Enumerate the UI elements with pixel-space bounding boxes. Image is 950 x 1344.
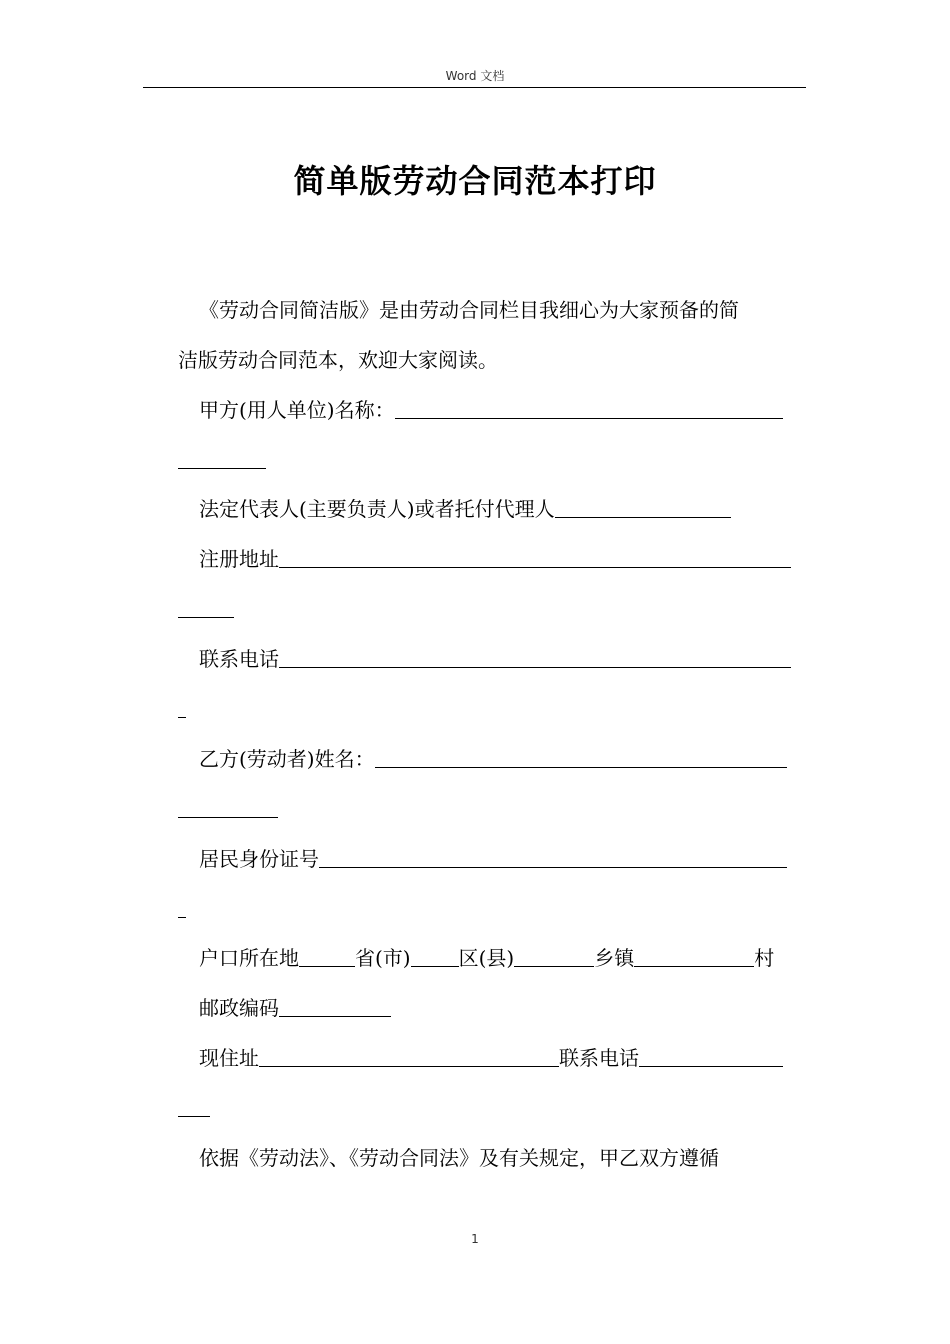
postcode-blank[interactable] (279, 996, 391, 1017)
phone-a-field (178, 645, 824, 673)
party-a-name-blank[interactable] (395, 398, 783, 419)
phone-a-label: 联系电话 (199, 647, 279, 671)
reg-address-blank-cont[interactable] (178, 597, 234, 618)
party-a-name-blank-cont[interactable] (178, 448, 266, 469)
legal-rep-label: 法定代表人(主要负责人)或者托付代理人 (199, 497, 555, 521)
party-b-name-field (178, 745, 824, 773)
current-address-field (178, 1044, 824, 1072)
village-label: 村 (754, 946, 775, 970)
phone-b-blank[interactable] (639, 1046, 783, 1067)
hukou-blank-3[interactable] (514, 946, 594, 967)
district-label: 区(县) (458, 946, 515, 970)
phone-a-blank-cont[interactable] (178, 697, 186, 718)
intro-text-2: 洁版劳动合同范本，欢迎大家阅读。 (178, 348, 498, 372)
reg-address-field-cont (178, 595, 803, 623)
id-number-blank[interactable] (319, 847, 787, 868)
current-address-blank[interactable] (259, 1046, 559, 1067)
party-b-name-blank[interactable] (375, 747, 787, 768)
phone-b-blank-cont[interactable] (178, 1096, 210, 1117)
reg-address-blank[interactable] (279, 547, 791, 568)
party-b-name-label: 乙方(劳动者)姓名： (199, 747, 375, 771)
legal-rep-blank[interactable] (555, 497, 731, 518)
phone-a-blank[interactable] (279, 647, 791, 668)
reg-address-label: 注册地址 (199, 547, 279, 571)
town-label: 乡镇 (594, 946, 635, 970)
party-b-name-field-cont (178, 795, 803, 823)
phone-b-field-cont (178, 1094, 803, 1122)
basis-line (178, 1144, 824, 1172)
header-rule (143, 87, 806, 88)
id-number-field (178, 845, 824, 873)
phone-b-label: 联系电话 (559, 1046, 639, 1070)
party-b-name-blank-cont[interactable] (178, 797, 278, 818)
hukou-label: 户口所在地 (199, 946, 299, 970)
intro-text-1: 《劳动合同简洁版》是由劳动合同栏目我细心为大家预备的简 (199, 298, 739, 322)
document-title: 简单版劳动合同范本打印 (293, 162, 657, 200)
party-a-name-field (178, 396, 824, 424)
page-number: 1 (471, 1232, 479, 1246)
province-label: 省(市) (355, 946, 411, 970)
id-number-field-cont (178, 895, 803, 923)
hukou-blank-2[interactable] (411, 946, 459, 967)
basis-text: 依据《劳动法》、《劳动合同法》及有关规定，甲乙双方遵循 (199, 1146, 719, 1170)
hukou-blank-1[interactable] (299, 946, 355, 967)
id-number-blank-cont[interactable] (178, 897, 186, 918)
party-a-name-field-cont (178, 446, 803, 474)
postcode-label: 邮政编码 (199, 996, 279, 1020)
hukou-blank-4[interactable] (634, 946, 754, 967)
current-address-label: 现住址 (199, 1046, 259, 1070)
reg-address-field (178, 545, 824, 573)
party-a-name-label: 甲方(用人单位)名称： (199, 398, 395, 422)
phone-a-field-cont (178, 695, 803, 723)
page-header-text: Word 文档 (445, 69, 505, 83)
legal-rep-field (178, 495, 824, 523)
postcode-field (178, 994, 824, 1022)
intro-line-1 (178, 296, 824, 324)
intro-line-2 (178, 346, 803, 374)
hukou-field (178, 944, 824, 972)
id-number-label: 居民身份证号 (199, 847, 319, 871)
